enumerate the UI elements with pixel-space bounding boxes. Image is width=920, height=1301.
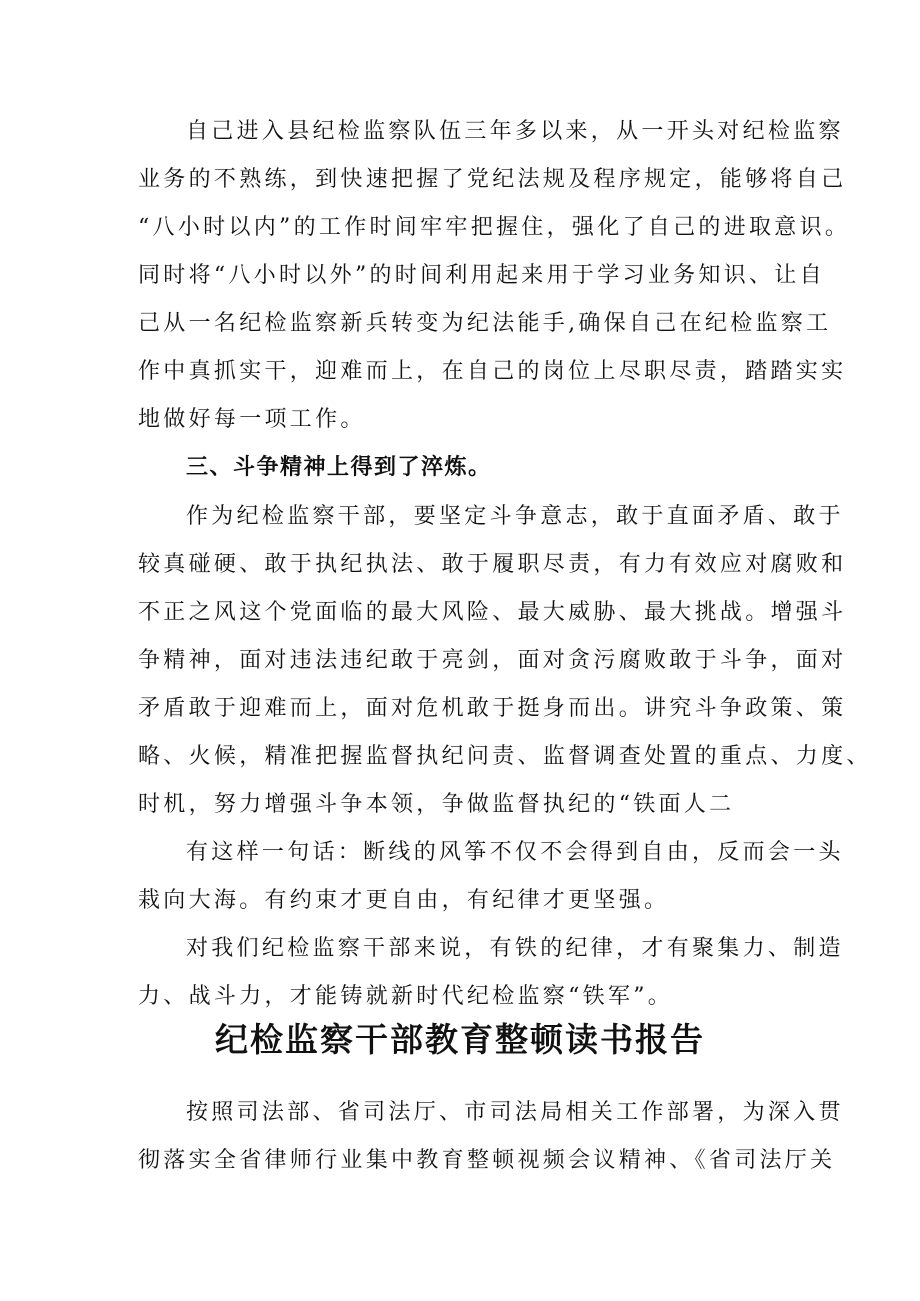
paragraph-line: 彻落实全省律师行业集中教育整顿视频会议精神、《省司法厅关 bbox=[138, 1148, 836, 1173]
paragraph-line: 对我们纪检监察干部来说，有铁的纪律，才有聚集力、制造 bbox=[186, 936, 844, 961]
paragraph-line: 争精神，面对违法违纪敢于亮剑，面对贪污腐败敢于斗争，面对 bbox=[138, 648, 847, 673]
paragraph-line: 业务的不熟练，到快速把握了党纪法规及程序规定，能够将自己 bbox=[138, 167, 847, 192]
paragraph-line: 栽向大海。有约束才更自由，有纪律才更坚强。 bbox=[138, 888, 670, 913]
paragraph-line: 同时将“八小时以外”的时间利用起来用于学习业务知识、让自 bbox=[138, 263, 825, 288]
paragraph-line: 有这样一句话：断线的风筝不仅不会得到自由，反而会一头 bbox=[186, 840, 844, 865]
paragraph-line: 较真碰硬、敢于执纪执法、敢于履职尽责，有力有效应对腐败和 bbox=[138, 552, 847, 577]
paragraph-line: 自己进入县纪检监察队伍三年多以来，从一开头对纪检监察 bbox=[186, 119, 844, 144]
paragraph-line: 己从一名纪检监察新兵转变为纪法能手,确保自己在纪检监察工 bbox=[138, 311, 832, 336]
paragraph-line: 力、战斗力，才能铸就新时代纪检监察“铁军”。 bbox=[138, 984, 674, 1009]
paragraph-line: 作中真抓实干，迎难而上，在自己的岗位上尽职尽责，踏踏实实 bbox=[138, 359, 847, 384]
paragraph-line: “八小时以内”的工作时间牢牢把握住，强化了自己的进取意识。 bbox=[138, 215, 851, 240]
paragraph-line: 作为纪检监察干部，要坚定斗争意志，敢于直面矛盾、敢于 bbox=[186, 504, 844, 529]
paragraph-line: 按照司法部、省司法厅、市司法局相关工作部署，为深入贯 bbox=[186, 1100, 844, 1125]
paragraph-line: 时机，努力增强斗争本领，争做监督执纪的“铁面人二 bbox=[138, 792, 735, 817]
document-title: 纪检监察干部教育整顿读书报告 bbox=[215, 1020, 705, 1059]
paragraph-line: 不正之风这个党面临的最大风险、最大威胁、最大挑战。增强斗 bbox=[138, 600, 847, 625]
paragraph-line: 矛盾敢于迎难而上，面对危机敢于挺身而出。讲究斗争政策、策 bbox=[138, 696, 847, 721]
section-heading: 三、斗争精神上得到了淬炼。 bbox=[186, 455, 492, 480]
paragraph-line: 地做好每一项工作。 bbox=[138, 407, 366, 432]
paragraph-line: 略、火候，精准把握监督执纪问责、监督调查处置的重点、力度、 bbox=[138, 744, 872, 769]
